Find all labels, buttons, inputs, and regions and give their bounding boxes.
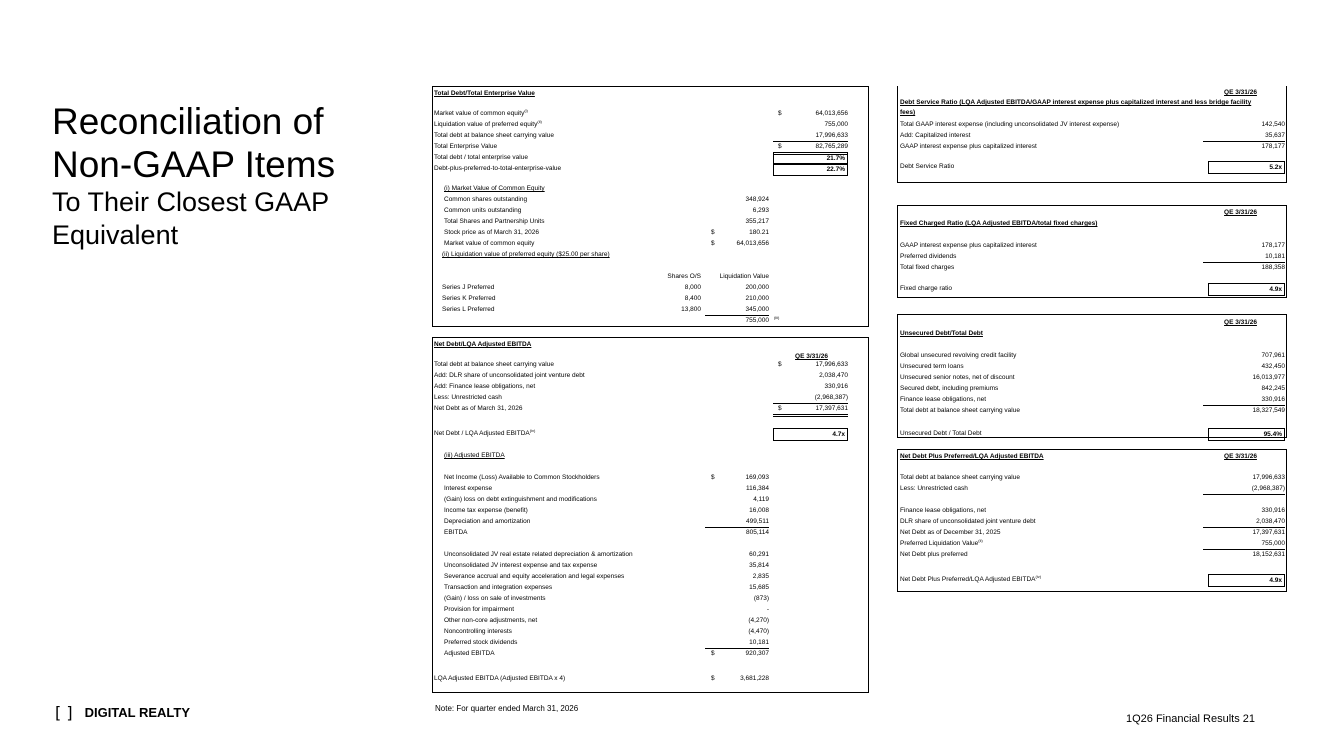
adj-value: 60,291 <box>749 551 769 558</box>
ebitda-label <box>444 483 492 494</box>
nd-label <box>434 392 502 403</box>
ndpp-label <box>900 483 968 494</box>
ebitda-label-text: Interest expense <box>444 485 493 492</box>
dsr-value: 35,637 <box>1203 130 1285 142</box>
pref-label-text: Series L Preferred <box>442 306 495 313</box>
pref-total: 755,000 <box>745 317 769 324</box>
tev-header: Total Debt/Total Enterprise Value <box>434 90 535 97</box>
dsr-col: QE 3/31/26 <box>1224 89 1257 96</box>
tev-label-text: Total debt at balance sheet carrying value <box>434 132 554 139</box>
tev-sup: (i) <box>524 107 528 113</box>
ndpp-label <box>900 472 1020 483</box>
nd-value: 17,996,633 <box>815 361 848 368</box>
ebitda-label <box>444 494 597 505</box>
mv-row <box>433 205 868 216</box>
tev-cur: $ <box>778 143 782 150</box>
dsr-header-1: Debt Service Ratio (LQA Adjusted EBITDA/GAAP interest expense plus capitalized interest and less bridge facility <box>900 99 1252 106</box>
unsec-row <box>898 372 1286 383</box>
tev-row <box>433 130 868 141</box>
ebitda-row <box>433 527 868 538</box>
tev-label <box>434 130 554 141</box>
adj-label <box>444 604 514 615</box>
unsec-value: 432,450 <box>1261 363 1285 370</box>
unsec-label-text: Global unsecured revolving credit facility <box>900 352 1017 359</box>
mv-label-text: Common shares outstanding <box>444 196 528 203</box>
pref-value: 200,000 <box>745 284 769 291</box>
adj-row <box>433 582 868 593</box>
adj-label <box>444 615 537 626</box>
dsr-label <box>900 130 970 141</box>
fcr-label-text: Total fixed charges <box>900 264 955 271</box>
pref-label-text: Series K Preferred <box>442 295 496 302</box>
ndpp-ratio-label: Net Debt Plus Preferred/LQA Adjusted EBITDA$^{(iv)}$ <box>900 573 1042 583</box>
adj-label <box>444 626 512 637</box>
pref-shares: 8,400 <box>684 295 701 302</box>
tev-label <box>434 152 528 163</box>
adj-value: 10,181 <box>705 637 769 649</box>
unsec-row <box>898 405 1286 416</box>
unsec-label <box>900 383 998 394</box>
ndpp-header: Net Debt Plus Preferred/LQA Adjusted EBITDA <box>900 453 1044 460</box>
adj-label-text: Transaction and integration expenses <box>444 584 553 591</box>
dsr-label <box>900 119 1119 130</box>
ndpp-row <box>898 483 1286 494</box>
dsr-row <box>898 130 1286 141</box>
fcr-row <box>898 251 1286 262</box>
fcr-value: 188,358 <box>1261 264 1285 271</box>
ebitda-value: 16,008 <box>749 507 769 514</box>
adj-row <box>433 560 868 571</box>
unsec-value: 18,327,549 <box>1252 407 1285 414</box>
tev-label <box>434 108 528 119</box>
tev-value: 21.7% <box>773 152 848 165</box>
ndpp-label-text: DLR share of unconsolidated joint venture debt <box>900 518 1036 525</box>
adj-label <box>444 582 552 593</box>
tev-label-text: Debt-plus-preferred-to-total-enterprise-value <box>434 165 562 172</box>
pref-shares: 13,800 <box>681 306 701 313</box>
nd-row <box>433 403 868 414</box>
adj-value: (4,470) <box>748 628 769 635</box>
page-footer: 1Q26 Financial Results 21 <box>1126 713 1256 725</box>
fcr-ratio-value: 4.9x <box>1208 283 1285 296</box>
mv-label <box>444 205 521 216</box>
net-debt-col: QE 3/31/26 <box>795 353 828 360</box>
unsec-label-text: Finance lease obligations, net <box>900 396 987 403</box>
pref-label-text: Series J Preferred <box>442 284 495 291</box>
adj-label-text: Adjusted EBITDA <box>444 650 495 657</box>
adj-row <box>433 571 868 582</box>
ndpp-row <box>898 472 1286 483</box>
ebitda-label-text: Net Income (Loss) Available to Common Stockholders <box>444 474 600 481</box>
fcr-label-text: GAAP interest expense plus capitalized interest <box>900 242 1037 249</box>
ebitda-value: 116,384 <box>745 485 769 492</box>
adj-value: 35,814 <box>749 562 769 569</box>
adj-row <box>433 648 868 659</box>
mv-value: 355,217 <box>745 218 769 225</box>
ndpp-col: QE 3/31/26 <box>1224 453 1257 460</box>
ndpp-row <box>898 516 1286 527</box>
ndpp-row <box>898 549 1286 560</box>
ndpp-value: 18,152,631 <box>1252 551 1285 558</box>
mv-label-text: Total Shares and Partnership Units <box>444 218 545 225</box>
unsec-label-text: Secured debt, including premiums <box>900 385 999 392</box>
adj-label-text: Severance accrual and equity acceleration and legal expenses <box>444 573 625 580</box>
adj-row <box>433 549 868 560</box>
adj-row <box>433 626 868 637</box>
mv-value: 6,293 <box>752 207 769 214</box>
tev-sup: (ii) <box>537 118 542 124</box>
tev-value: 17,996,633 <box>773 130 848 142</box>
unsec-value: 842,245 <box>1261 385 1285 392</box>
dsr-header-2: fees) <box>900 109 916 116</box>
unsec-value: 330,916 <box>1203 394 1285 406</box>
adj-row <box>433 615 868 626</box>
nd-label <box>434 403 523 414</box>
fcr-label <box>900 262 954 273</box>
ndpp-row <box>898 538 1286 549</box>
adj-label-text: Unconsolidated JV real estate related depreciation & amortization <box>444 551 633 558</box>
adj-label-text: Other non-core adjustments, net <box>444 617 538 624</box>
ndpp-table <box>897 449 1287 592</box>
title-line-1: Reconciliation of <box>52 101 324 142</box>
pref-label <box>442 282 494 293</box>
mv-header: (i) Market Value of Common Equity <box>444 185 545 192</box>
tev-label-text: Market value of common equity <box>434 110 525 117</box>
unsec-label <box>900 405 1020 416</box>
pref-row <box>433 282 868 293</box>
tev-label-text: Total Enterprise Value <box>434 143 498 150</box>
ebitda-row <box>433 472 868 483</box>
unsec-ratio-label: Unsecured Debt / Total Debt <box>900 430 982 437</box>
mv-row <box>433 227 868 238</box>
adj-cur: $ <box>711 650 715 657</box>
tev-label <box>434 119 542 130</box>
ebitda-label <box>444 472 600 483</box>
tev-label-text: Liquidation value of preferred equity <box>434 121 538 128</box>
unsec-label-text: Unsecured senior notes, net of discount <box>900 374 1015 381</box>
ndpp-value: 330,916 <box>1261 507 1285 514</box>
ndpp-value: 17,397,631 <box>1252 529 1285 536</box>
dsr-label <box>900 141 1037 152</box>
ndpp-value: 17,996,633 <box>1252 474 1285 481</box>
dsr-label-text: Total GAAP interest expense (including unconsolidated JV interest expense) <box>900 121 1120 128</box>
fcr-row <box>898 262 1286 273</box>
dsr-row <box>898 141 1286 152</box>
tev-label <box>434 141 497 152</box>
adj-value: 920,307 <box>745 650 769 657</box>
pref-row <box>433 304 868 315</box>
ebitda-value: 169,093 <box>745 474 769 481</box>
unsec-ratio-value: 95.4% <box>1208 428 1285 441</box>
pref-header: (ii) Liquidation value of preferred equity ($25.00 per share) <box>442 251 610 258</box>
mv-label <box>444 238 534 249</box>
adj-value: 2,835 <box>752 573 769 580</box>
lqa-label: LQA Adjusted EBITDA (Adjusted EBITDA x 4) <box>434 675 566 682</box>
adj-label <box>444 571 624 582</box>
pref-value: 210,000 <box>745 295 769 302</box>
adj-label <box>444 593 546 604</box>
unsec-value: 707,961 <box>1261 352 1285 359</box>
nd-label-text: Add: DLR share of unconsolidated joint venture debt <box>434 372 585 379</box>
ndpp-sup: (ii) <box>978 537 983 543</box>
lqa-value: 3,681,228 <box>740 675 769 682</box>
nd-row <box>433 359 868 370</box>
ndpp-value: 2,038,470 <box>1203 516 1285 528</box>
dsr-ratio-value: 5.2x <box>1208 161 1285 174</box>
ndpp-label-text: Net Debt as of December 31, 2025 <box>900 529 1001 536</box>
adj-row <box>433 604 868 615</box>
net-debt-header: Net Debt/LQA Adjusted EBITDA <box>434 341 532 348</box>
adj-label <box>444 549 633 560</box>
dsr-value: 142,540 <box>1261 121 1285 128</box>
ebitda-cur: $ <box>711 474 715 481</box>
pref-shares: 8,000 <box>684 284 701 291</box>
fcr-label <box>900 240 1037 251</box>
ebitda-row <box>433 516 868 527</box>
mv-value: 180.21 <box>749 229 769 236</box>
adj-label-text: Noncontrolling interests <box>444 628 512 635</box>
tev-row <box>433 152 868 163</box>
nd-label-text: Less: Unrestricted cash <box>434 394 502 401</box>
fcr-header: Fixed Charged Ratio (LQA Adjusted EBITDA/total fixed charges) <box>900 220 1098 227</box>
ebitda-header: (iii) Adjusted EBITDA <box>444 452 505 459</box>
nd-row <box>433 370 868 381</box>
fcr-value: 10,181 <box>1203 251 1285 263</box>
ebitda-label-text: Depreciation and amortization <box>444 518 531 525</box>
pref-value: 345,000 <box>705 304 769 316</box>
ndpp-label-text: Net Debt plus preferred <box>900 551 968 558</box>
tev-label-text: Total debt / total enterprise value <box>434 154 528 161</box>
tev-table <box>432 86 869 327</box>
ebitda-label-text: EBITDA <box>444 529 468 536</box>
mv-label-text: Stock price as of March 31, 2026 <box>444 229 540 236</box>
ebitda-row <box>433 505 868 516</box>
fcr-row <box>898 240 1286 251</box>
unsec-row <box>898 394 1286 405</box>
nd-label-text: Total debt at balance sheet carrying value <box>434 361 554 368</box>
digital-realty-logo <box>55 703 190 722</box>
title-line-2: Non-GAAP Items <box>52 144 336 185</box>
ndpp-label <box>900 527 1000 538</box>
nd-label <box>434 359 554 370</box>
adj-value: 15,685 <box>749 584 769 591</box>
adj-row <box>433 637 868 648</box>
adj-label <box>444 648 495 659</box>
unsec-label <box>900 372 1015 383</box>
unsec-row <box>898 350 1286 361</box>
tev-row <box>433 119 868 130</box>
dsr-label-text: GAAP interest expense plus capitalized interest <box>900 143 1037 150</box>
adj-label-text: (Gain) / loss on sale of investments <box>444 595 546 602</box>
mv-row <box>433 238 868 249</box>
adj-label-text: Preferred stock dividends <box>444 639 518 646</box>
unsec-label-text: Unsecured term loans <box>900 363 964 370</box>
ebitda-label-text: Income tax expense (benefit) <box>444 507 528 514</box>
pref-label <box>442 293 495 304</box>
fcr-table <box>897 205 1287 298</box>
fcr-value: 178,177 <box>1261 242 1285 249</box>
unsec-label <box>900 361 964 372</box>
ndpp-label <box>900 538 983 549</box>
dsr-row <box>898 119 1286 130</box>
tev-value: 755,000 <box>824 121 848 128</box>
ndpp-label-text: Less: Unrestricted cash <box>900 485 968 492</box>
slide-title <box>52 100 335 252</box>
adj-value: (4,270) <box>748 617 769 624</box>
fcr-col: QE 3/31/26 <box>1224 209 1257 216</box>
mv-label <box>444 227 539 238</box>
ndpp-value: (2,968,387) <box>1203 483 1285 495</box>
nd-row <box>433 392 868 403</box>
nd-label-text: Add: Finance lease obligations, net <box>434 383 536 390</box>
title-line-3: To Their Closest GAAP <box>52 187 330 217</box>
mv-label-text: Common units outstanding <box>444 207 522 214</box>
nd-label <box>434 381 535 392</box>
net-debt-ratio-label: Net Debt / LQA Adjusted EBITDA$^{(iv)}$ <box>434 427 536 437</box>
ebitda-value: 805,114 <box>745 529 769 536</box>
unsec-value: 16,013,977 <box>1252 374 1285 381</box>
bracket-logo-icon: [ ] <box>55 703 73 722</box>
tev-value: 64,013,656 <box>815 110 848 117</box>
pref-row <box>433 293 868 304</box>
tev-cur: $ <box>778 110 782 117</box>
mv-row <box>433 194 868 205</box>
nd-value: 17,397,631 <box>773 403 848 417</box>
nd-cur: $ <box>778 361 782 368</box>
dsr-value: 178,177 <box>1261 143 1285 150</box>
unsec-row <box>898 361 1286 372</box>
adj-row <box>433 593 868 604</box>
dsr-ratio-label: Debt Service Ratio <box>900 163 955 170</box>
ndpp-label-text: Preferred Liquidation Value <box>900 540 979 547</box>
ndpp-ratio-value: 4.9x <box>1208 574 1285 587</box>
adj-value: - <box>766 606 769 613</box>
tev-row <box>433 141 868 152</box>
ndpp-label <box>900 505 986 516</box>
unsec-header: Unsecured Debt/Total Debt <box>900 330 983 337</box>
ndpp-label-text: Finance lease obligations, net <box>900 507 987 514</box>
mv-value: 348,924 <box>745 196 769 203</box>
fcr-ratio-label: Fixed charge ratio <box>900 285 953 292</box>
unsec-label <box>900 394 986 405</box>
lqa-cur: $ <box>711 675 715 682</box>
ebitda-row <box>433 494 868 505</box>
ebitda-value: 4,119 <box>753 496 769 503</box>
fcr-label-text: Preferred dividends <box>900 253 957 260</box>
ndpp-label <box>900 549 968 560</box>
adj-value: (873) <box>753 595 769 602</box>
ndpp-row <box>898 505 1286 516</box>
net-debt-ratio-value: 4.7x <box>773 428 848 441</box>
ndpp-value: 755,000 <box>1203 538 1285 550</box>
mv-cur: $ <box>711 240 715 247</box>
nd-value: 2,038,470 <box>819 372 848 379</box>
nd-value: 330,916 <box>824 383 848 390</box>
tev-value: 22.7% <box>773 163 848 176</box>
nd-label-text: Net Debt as of March 31, 2026 <box>434 405 523 412</box>
tev-row <box>433 108 868 119</box>
nd-row <box>433 381 868 392</box>
tev-row <box>433 163 868 174</box>
logo-text: DIGITAL REALTY <box>84 705 191 720</box>
adj-label <box>444 560 597 571</box>
mv-label <box>444 216 544 227</box>
mv-row <box>433 216 868 227</box>
dsr-label-text: Add: Capitalized interest <box>900 132 971 139</box>
pref-col-value: Liquidation Value <box>719 273 769 280</box>
nd-value: (2,968,387) <box>773 392 848 404</box>
tev-label <box>434 163 561 174</box>
unsec-label-text: Total debt at balance sheet carrying value <box>900 407 1020 414</box>
pref-label <box>442 304 495 315</box>
ebitda-label <box>444 527 467 538</box>
dsr-table <box>897 86 1287 183</box>
ebitda-label <box>444 505 528 516</box>
adj-label-text: Unconsolidated JV interest expense and tax expense <box>444 562 598 569</box>
unsec-label <box>900 350 1016 361</box>
pref-col-shares: Shares O/S <box>667 273 701 280</box>
footnote: Note: For quarter ended March 31, 2026 <box>435 704 579 713</box>
title-line-4: Equivalent <box>52 220 179 250</box>
fcr-label <box>900 251 956 262</box>
unsec-col: QE 3/31/26 <box>1224 319 1257 326</box>
unsecured-table <box>897 314 1287 438</box>
tev-value: 82,765,289 <box>773 141 848 155</box>
mv-value: 64,013,656 <box>736 240 769 247</box>
ndpp-label <box>900 516 1036 527</box>
mv-cur: $ <box>711 229 715 236</box>
nd-label <box>434 370 585 381</box>
ndpp-label-text: Total debt at balance sheet carrying value <box>900 474 1020 481</box>
ndpp-row <box>898 527 1286 538</box>
unsec-row <box>898 383 1286 394</box>
ebitda-label <box>444 516 530 527</box>
nd-cur: $ <box>778 405 782 412</box>
adj-label-text: Provision for impairment <box>444 606 515 613</box>
net-debt-table <box>432 337 869 693</box>
adj-label <box>444 637 517 648</box>
ebitda-row <box>433 483 868 494</box>
mv-label <box>444 194 527 205</box>
ebitda-label-text: (Gain) loss on debt extinguishment and modifications <box>444 496 597 503</box>
ebitda-value: 499,511 <box>705 516 769 528</box>
mv-label-text: Market value of common equity <box>444 240 535 247</box>
pref-total-sup: (iii) <box>774 315 780 320</box>
